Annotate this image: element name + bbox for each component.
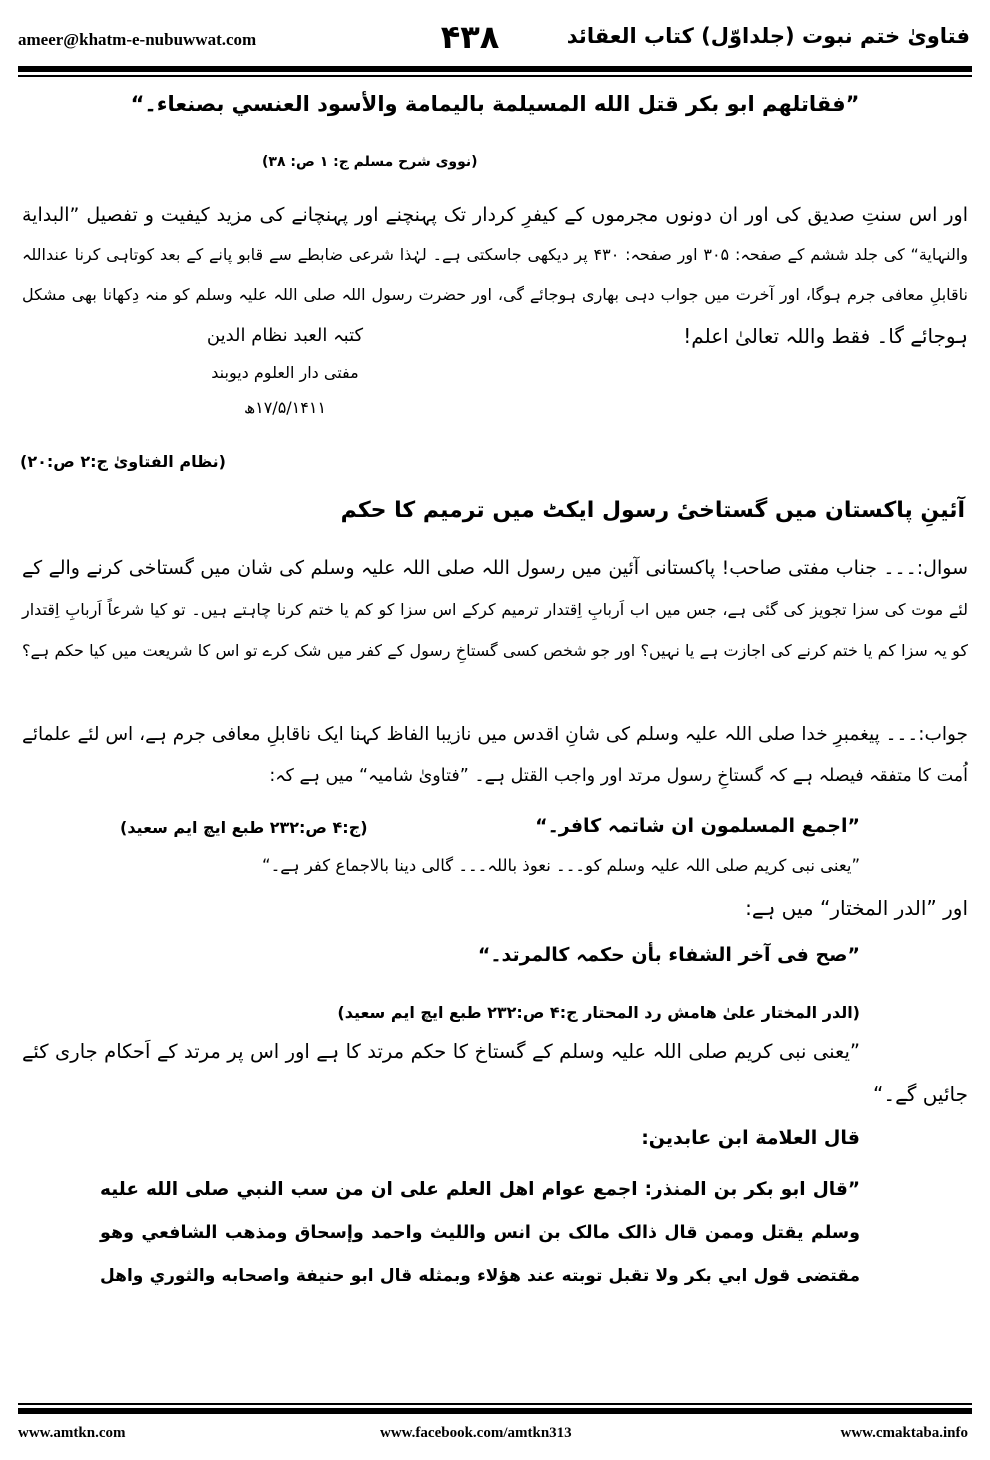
footer-rule [18, 1408, 972, 1414]
footer-link-left[interactable]: www.amtkn.com [18, 1425, 126, 1441]
paragraph-line: والنہایة“ کی جلد ششم کے صفحہ: ۳۰۵ اور صفحہ: ۴۳۰ پر دیکھی جاسکتی ہے۔ لہٰذا شرعی ضابطے سے قابو پانے کے بعد کوتاہی کرنا عنداللہ [22, 245, 969, 264]
footer-link-right[interactable]: www.cmaktaba.info [840, 1425, 968, 1441]
footer-link-facebook[interactable]: www.facebook.com/amtkn313 [380, 1425, 572, 1441]
citation: (نووی شرح مسلم ج: ۱ ص: ۳۸) [262, 154, 478, 170]
header-email: ameer@khatm-e-nubuwwat.com [18, 30, 257, 49]
answer-line: اُمت کا متفقہ فیصلہ ہے کہ گستاخِ رسول مرتد اور واجب القتل ہے۔ ”فتاویٰ شامیہ“ میں ہے کہ: [269, 766, 968, 786]
arabic-line: ”قال ابو بكر بن المنذر: اجمع عوام اهل العلم على ان من سب النبي صلى الله عليه [100, 1179, 860, 1200]
page-number: ۴۳۸ [440, 18, 500, 56]
question-line: سوال:۔۔۔ جناب مفتی صاحب! پاکستانی آئین میں رسول اللہ صلی اللہ علیہ وسلم کی شان میں گستاخی کرنے والے کے [22, 557, 968, 579]
quote-citation: (الدر المختار علیٰ هامش رد المحتار ج:۴ ص:۲۳۲ طبع ایچ ایم سعید) [337, 1003, 860, 1022]
header-rule-thin [18, 75, 972, 77]
ibn-abidin-label: قال العلامة ابن عابدین: [641, 1127, 860, 1149]
arabic-quote: ”فقاتلهم ابو بكر قتل الله المسيلمة باليمامة والأسود العنسي بصنعاء۔“ [130, 92, 860, 116]
quote-arabic: ”صح فی آخر الشفاء بأن حکمہ کالمرتد۔“ [477, 944, 860, 966]
arabic-line: وسلم يقتل وممن قال ذالک مالک بن انس والليث واحمد وإسحاق ومذهب الشافعي وهو [100, 1223, 860, 1243]
quote-translation: ”یعنی نبی کریم صلی اللہ علیہ وسلم کو۔۔۔ نعوذ باللہ۔۔۔ گالی دینا بالاجماع کفر ہے۔“ [262, 856, 860, 875]
quote-citation: (ج:۴ ص:۲۳۲ طبع ایچ ایم سعید) [120, 818, 368, 837]
arabic-line: مقتضى قول ابي بكر ولا تقبل توبته عند هؤلاء وبمثله قال ابو حنيفة واصحابه والثوري واهل [100, 1266, 860, 1286]
footer-rule-thin [18, 1403, 972, 1405]
quote-translation: ”یعنی نبی کریم صلی اللہ علیہ وسلم کے گستاخ کا حکم مرتد کا ہے اور اس پر مرتد کے اَحکام جاری کئے [22, 1040, 860, 1063]
quote-arabic: ”اجمع المسلمون ان شاتمہ کافر۔“ [535, 815, 860, 837]
signature-title: مفتی دار العلوم دیوبند [211, 363, 359, 382]
question-line: لئے موت کی سزا تجویز کی گئی ہے، جس میں اب اَربابِ اِقتدار ترمیم کرکے اس سزا کو کم یا ختم کرنا چاہتے ہیں۔ تو کیا شرعاً اَربابِ اِقتدار [22, 600, 968, 619]
header-rule [18, 66, 972, 72]
durr-intro: اور ”الدر المختار“ میں ہے: [745, 896, 968, 920]
question-line: کو یہ سزا کم یا ختم کرنے کی اجازت ہے یا نہیں؟ اور جو شخص کسی گستاخِ رسول کے کفر میں شک کرے تو اس کا شریعت میں کیا حکم ہے؟ [22, 641, 968, 660]
signature-date: ۱۷/۵/۱۴۱۱ھ [243, 398, 327, 417]
book-title: فتاویٰ ختم نبوت (جلداوّل) کتاب العقائد [566, 24, 970, 48]
signature-name: کتبہ العبد نظام الدین [206, 325, 364, 346]
paragraph-line: ہوجائے گا۔ فقط واللہ تعالیٰ اعلم! [683, 324, 968, 348]
paragraph-line: اور اس سنتِ صدیق کی اور ان دونوں مجرموں کے کیفرِ کردار تک پہنچنے اور پہنچانے کی مزید کیفیت و تفصیل ”البدایة [22, 204, 968, 226]
source-citation: (نظام الفتاویٰ ج:۲ ص:۲۰) [20, 452, 226, 471]
section-heading: آئینِ پاکستان میں گستاخیٔ رسول ایکٹ میں ترمیم کا حکم [340, 498, 965, 523]
answer-line: جواب:۔۔۔ پیغمبرِ خدا صلی اللہ علیہ وسلم کی شانِ اقدس میں نازیبا الفاظ کہنا ایک ناقابلِ معافی جرم ہے، اس لئے علمائے [22, 724, 968, 745]
quote-translation: جائیں گے۔“ [873, 1082, 968, 1106]
paragraph-line: ناقابلِ معافی جرم ہوگا، اور آخرت میں جواب دہی بھاری ہوجائے گی، اور حضرت رسول اللہ صلی اللہ علیہ وسلم کو منہ دِکھانا بھی مشکل [22, 285, 968, 304]
